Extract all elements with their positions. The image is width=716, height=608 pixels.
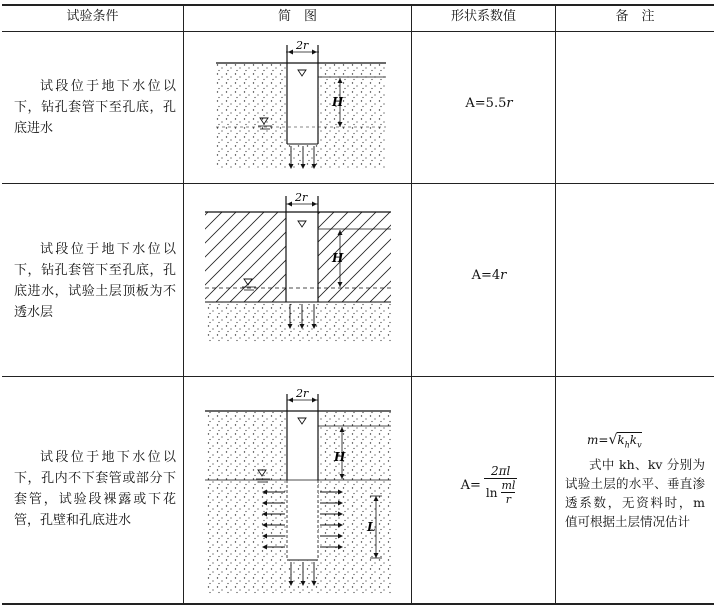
diameter-label: 2r bbox=[295, 191, 308, 204]
row3-inner-den: r bbox=[501, 492, 515, 506]
remark-m-eq: m= bbox=[587, 433, 609, 447]
row1-formula-var: r bbox=[506, 96, 513, 111]
row1-formula-text: A=5.5 bbox=[465, 96, 507, 111]
header-shape-factor: 形状系数值 bbox=[450, 9, 516, 24]
diagram-3 bbox=[205, 387, 391, 595]
borehole bbox=[286, 212, 318, 302]
borehole bbox=[287, 408, 318, 560]
row2-formula-var: r bbox=[500, 268, 507, 283]
row3-formula-lhs: A= bbox=[460, 477, 481, 493]
row3-numerator: 2πl bbox=[490, 464, 511, 478]
header-remarks: 备 注 bbox=[615, 9, 655, 24]
row1-condition: 试段位于地下水位以下，钻孔套管下至孔底，孔底进水 bbox=[14, 79, 176, 136]
head-label: H bbox=[332, 95, 344, 109]
borehole bbox=[287, 60, 318, 144]
row2-formula-text: A=4 bbox=[471, 268, 501, 283]
remark-sub-h: h bbox=[624, 440, 630, 450]
test-soil-layer bbox=[205, 302, 391, 342]
row3-remark-formula: $m=√k_hk_v$ bbox=[587, 432, 642, 450]
diameter-label: 2r bbox=[296, 387, 309, 400]
row3-remarks: 式中 kh、kv 分别为试验土层的水平、垂直渗透系数，无资料时，m 值可根据土层情况估计 bbox=[565, 457, 705, 529]
head-label: H bbox=[332, 251, 344, 265]
row3-condition: 试段位于地下水位以下，孔内不下套管或部分下套管，试验段裸露或下花管，孔壁和孔底进水 bbox=[14, 450, 176, 528]
header-diagram: 简 图 bbox=[277, 9, 317, 24]
remark-k1: k bbox=[617, 433, 625, 447]
row3-ln: ln bbox=[485, 485, 498, 500]
row3-inner-num: ml bbox=[501, 479, 516, 492]
diagram-1 bbox=[216, 39, 386, 169]
remark-sub-v: v bbox=[637, 440, 642, 450]
diameter-label: 2r bbox=[296, 39, 309, 52]
head-label: H bbox=[334, 450, 346, 464]
length-label: L bbox=[367, 520, 376, 534]
diagram-2 bbox=[205, 191, 391, 342]
remark-k2: k bbox=[629, 433, 638, 447]
header-condition: 试验条件 bbox=[66, 9, 119, 24]
row2-condition: 试段位于地下水位以下，钻孔套管下至孔底，孔底进水，试验土层顶板为不透水层 bbox=[14, 242, 176, 320]
